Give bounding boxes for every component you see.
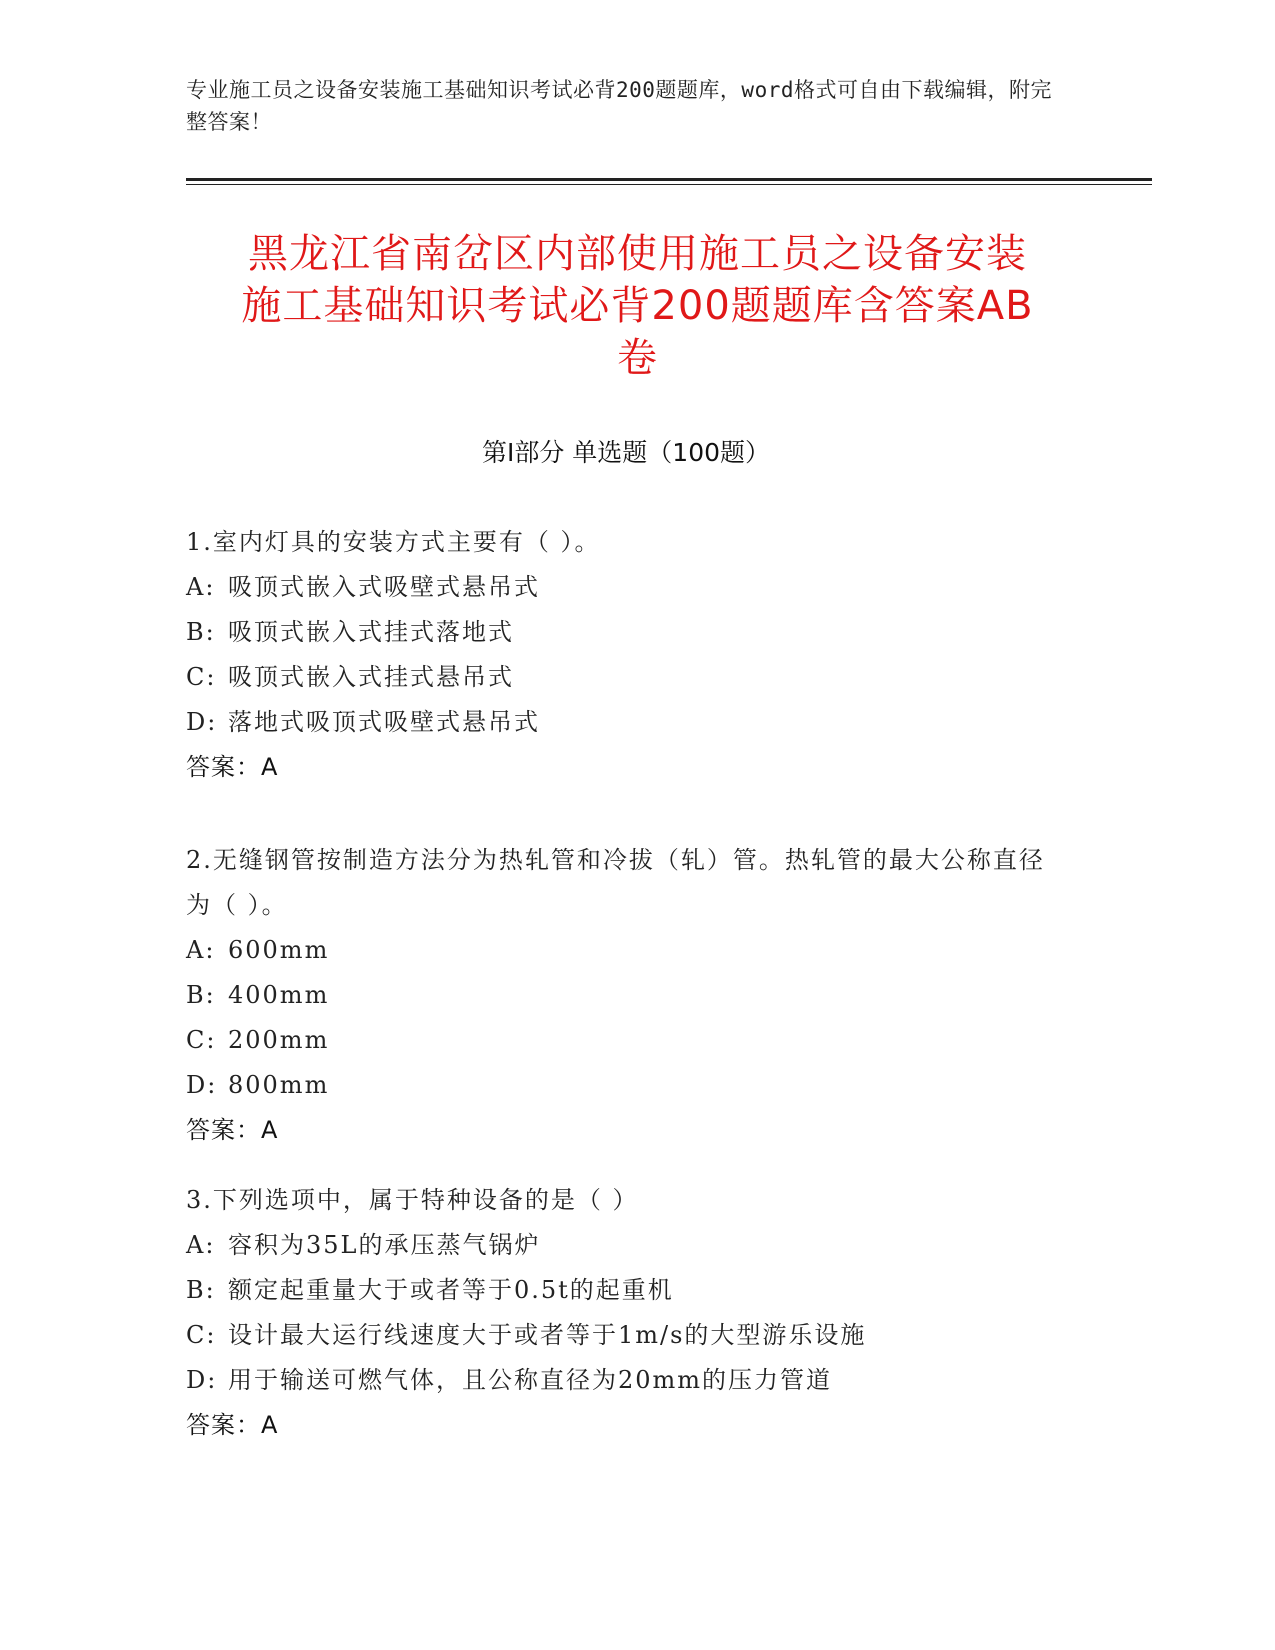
question-option-c [186,1018,1066,1063]
question-option-c [186,1313,1066,1358]
question-answer: 答案：A [186,1116,279,1144]
question-stem: 3.下列选项中，属于特种设备的是（ ） [186,1186,639,1214]
question-1 [186,520,1066,790]
question-option-b [186,610,1066,655]
option-key: C: [186,1321,217,1349]
option-text: 800mm [228,1071,330,1099]
header-note: 专业施工员之设备安装施工基础知识考试必背200题题库，word格式可自由下载编辑，附完整答案！ [186,78,1052,134]
option-text: 吸顶式嵌入式吸壁式悬吊式 [228,573,540,601]
question-option-d [186,700,1066,745]
option-text: 用于输送可燃气体，且公称直径为20mm的压力管道 [228,1366,833,1394]
section-title: 第Ⅰ部分 单选题（100题） [481,438,771,467]
option-text: 容积为35L的承压蒸气锅炉 [228,1231,541,1259]
question-option-c [186,655,1066,700]
option-key: D: [186,1071,218,1099]
option-text: 落地式吸顶式吸壁式悬吊式 [228,708,540,736]
option-text: 额定起重量大于或者等于0.5t的起重机 [228,1276,674,1304]
question-option-b [186,973,1066,1018]
option-key: A: [186,1231,216,1259]
header-divider-thin [186,184,1152,185]
option-key: A: [186,573,216,601]
question-answer: 答案：A [186,753,279,781]
option-key: B: [186,1276,216,1304]
question-3 [186,1178,1066,1448]
question-2 [186,838,1066,1153]
question-option-a [186,1223,1066,1268]
option-key: A: [186,936,216,964]
document-title-line: 卷 [617,335,658,381]
document-title-line: 黑龙江省南岔区内部使用施工员之设备安装 [248,231,1027,277]
option-key: C: [186,1026,217,1054]
option-text: 200mm [228,1026,330,1054]
question-stem: 2.无缝钢管按制造方法分为热轧管和冷拔（轧）管。热轧管的最大公称直径为（ ）。 [186,846,1045,919]
question-option-a [186,565,1066,610]
option-key: C: [186,663,217,691]
document-title-line: 施工基础知识考试必背200题题库含答案AB [241,283,1034,329]
option-text: 400mm [228,981,330,1009]
question-option-a [186,928,1066,973]
option-key: B: [186,981,216,1009]
option-text: 吸顶式嵌入式挂式落地式 [228,618,514,646]
question-option-d [186,1358,1066,1403]
option-key: B: [186,618,216,646]
header-divider-thick [186,178,1152,181]
question-option-d [186,1063,1066,1108]
option-key: D: [186,1366,218,1394]
question-answer: 答案：A [186,1411,279,1439]
option-text: 600mm [228,936,330,964]
question-stem: 1.室内灯具的安装方式主要有（ ）。 [186,528,601,556]
option-text: 吸顶式嵌入式挂式悬吊式 [228,663,514,691]
question-option-b [186,1268,1066,1313]
option-key: D: [186,708,218,736]
option-text: 设计最大运行线速度大于或者等于1m/s的大型游乐设施 [228,1321,867,1349]
document-title [170,228,1105,384]
